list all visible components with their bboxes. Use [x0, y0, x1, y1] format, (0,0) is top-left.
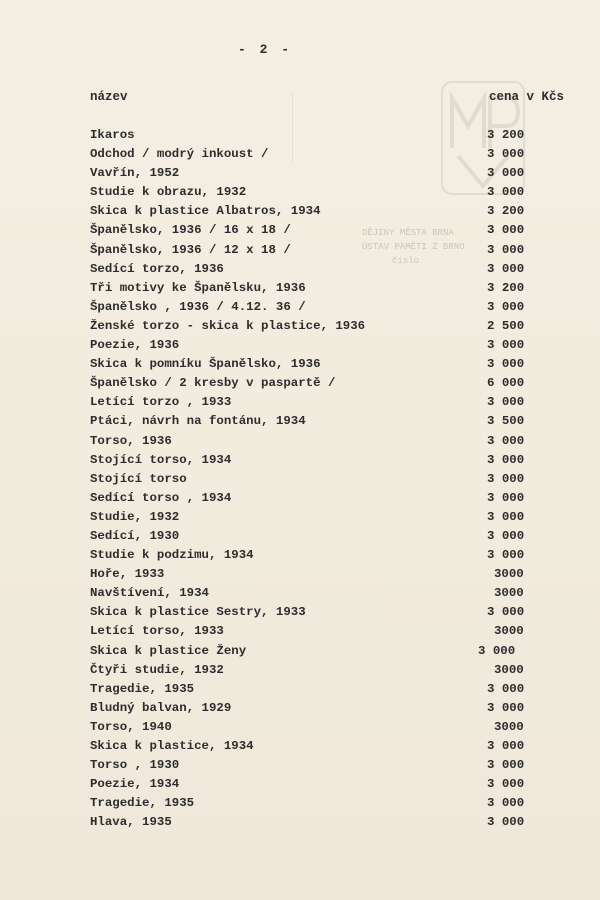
item-price: 3 000	[487, 777, 525, 792]
item-price: 3 000	[487, 357, 525, 372]
list-item	[0, 183, 600, 202]
item-name: Sedící torzo, 1936	[90, 261, 224, 276]
item-price: 3 000	[487, 528, 525, 543]
item-price: 3000	[494, 586, 524, 601]
list-item	[0, 317, 600, 336]
list-item	[0, 737, 600, 756]
item-price: 3 000	[478, 643, 516, 658]
item-name: Letící torso, 1933	[90, 624, 224, 639]
list-item	[0, 412, 600, 431]
item-name: Skica k plastice Ženy	[90, 643, 247, 658]
item-price: 3 000	[487, 548, 525, 563]
item-name: Tři motivy ke Španělsku, 1936	[90, 280, 306, 295]
price-list	[0, 126, 600, 832]
list-item	[0, 661, 600, 680]
stamp-text-line-1: DĚJINY MĚSTA BRNA	[362, 228, 454, 238]
list-item	[0, 374, 600, 393]
list-item	[0, 642, 600, 661]
item-price: 3 000	[487, 605, 525, 620]
item-name: Torso, 1936	[90, 433, 172, 448]
item-name: Hoře, 1933	[90, 567, 165, 582]
page-number: - 2 -	[237, 42, 292, 57]
list-item	[0, 126, 600, 145]
list-item	[0, 699, 600, 718]
item-price: 3000	[494, 719, 524, 734]
item-price: 3 200	[487, 204, 525, 219]
item-price: 3 000	[487, 433, 525, 448]
list-item	[0, 470, 600, 489]
list-item	[0, 603, 600, 622]
item-name: Studie, 1932	[90, 509, 180, 524]
list-item	[0, 145, 600, 164]
item-price: 3 000	[487, 166, 525, 181]
list-item	[0, 680, 600, 699]
item-name: Studie k podzimu, 1934	[90, 548, 254, 563]
list-item	[0, 260, 600, 279]
column-header-price: cena v Kčs	[489, 90, 565, 104]
item-price: 3 000	[487, 681, 525, 696]
list-item	[0, 565, 600, 584]
item-name: Bludný balvan, 1929	[90, 700, 232, 715]
item-name: Odchod / modrý inkoust /	[90, 147, 269, 162]
item-price: 3 000	[487, 242, 525, 257]
item-price: 3 000	[487, 758, 525, 773]
item-name: Španělsko , 1936 / 4.12. 36 /	[90, 299, 306, 314]
item-price: 3 000	[487, 338, 525, 353]
item-price: 3000	[494, 624, 524, 639]
item-name: Torso , 1930	[90, 758, 180, 773]
item-price: 3 000	[487, 185, 525, 200]
list-item	[0, 508, 600, 527]
stamp-text-line-3: číslo	[392, 256, 420, 266]
item-name: Stojící torso	[90, 471, 187, 486]
item-name: Skica k plastice Albatros, 1934	[90, 204, 321, 219]
item-name: Torso, 1940	[90, 719, 172, 734]
item-price: 2 500	[487, 318, 525, 333]
item-name: Španělsko, 1936 / 12 x 18 /	[90, 242, 291, 257]
item-price: 3 000	[487, 739, 525, 753]
list-item	[0, 756, 600, 775]
item-price: 3 000	[487, 223, 525, 238]
item-name: Tragedie, 1935	[90, 681, 195, 696]
list-item	[0, 355, 600, 374]
item-name: Stojící torso, 1934	[90, 452, 232, 467]
list-item	[0, 241, 600, 260]
column-header-name: název	[90, 90, 128, 104]
item-name: Tragedie, 1935	[90, 796, 195, 811]
item-name: Španělsko / 2 kresby v paspartě /	[90, 376, 336, 391]
item-name: Skica k plastice, 1934	[90, 739, 254, 753]
item-price: 3 000	[487, 490, 525, 505]
list-item	[0, 164, 600, 183]
item-name: Poezie, 1936	[90, 338, 180, 353]
list-item	[0, 813, 600, 832]
item-name: Hlava, 1935	[90, 815, 172, 830]
list-item	[0, 622, 600, 641]
item-price: 3 000	[487, 261, 525, 276]
list-item	[0, 451, 600, 470]
item-price: 6 000	[487, 376, 525, 391]
item-price: 3 000	[487, 471, 525, 486]
item-name: Španělsko, 1936 / 16 x 18 /	[90, 223, 291, 238]
item-price: 3 200	[487, 280, 525, 295]
item-price: 3 000	[487, 395, 525, 410]
list-item	[0, 794, 600, 813]
item-name: Letící torzo , 1933	[90, 395, 232, 410]
list-item	[0, 718, 600, 737]
stamp-text-line-2: ÚSTAV PAMĚTI Z BRNO	[362, 242, 465, 252]
item-price: 3000	[494, 567, 524, 582]
item-price: 3 000	[487, 815, 525, 830]
item-name: Čtyři studie, 1932	[90, 662, 224, 677]
item-name: Poezie, 1934	[90, 777, 180, 792]
item-name: Skica k pomníku Španělsko, 1936	[90, 357, 321, 372]
item-price: 3000	[494, 662, 524, 677]
item-name: Navštívení, 1934	[90, 586, 209, 601]
item-name: Studie k obrazu, 1932	[90, 185, 247, 200]
list-item	[0, 527, 600, 546]
list-item	[0, 775, 600, 794]
list-item	[0, 393, 600, 412]
list-item	[0, 202, 600, 221]
item-name: Sedící torso , 1934	[90, 490, 232, 505]
list-item	[0, 546, 600, 565]
item-name: Sedící, 1930	[90, 528, 180, 543]
list-item	[0, 336, 600, 355]
item-name: Ikaros	[90, 128, 135, 142]
item-price: 3 000	[487, 299, 525, 314]
item-name: Ženské torzo - skica k plastice, 1936	[90, 318, 366, 333]
item-price: 3 000	[487, 796, 525, 811]
item-price: 3 500	[487, 414, 525, 429]
item-price: 3 000	[487, 700, 525, 715]
list-item	[0, 279, 600, 298]
item-name: Skica k plastice Sestry, 1933	[90, 605, 306, 620]
item-name: Ptáci, návrh na fontánu, 1934	[90, 414, 306, 429]
list-item	[0, 584, 600, 603]
list-item	[0, 489, 600, 508]
list-item	[0, 221, 600, 240]
item-price: 3 000	[487, 147, 525, 162]
item-price: 3 000	[487, 452, 525, 467]
list-item	[0, 298, 600, 317]
item-price: 3 200	[487, 128, 525, 142]
item-price: 3 000	[487, 509, 525, 524]
list-item	[0, 432, 600, 451]
item-name: Vavřín, 1952	[90, 166, 180, 181]
